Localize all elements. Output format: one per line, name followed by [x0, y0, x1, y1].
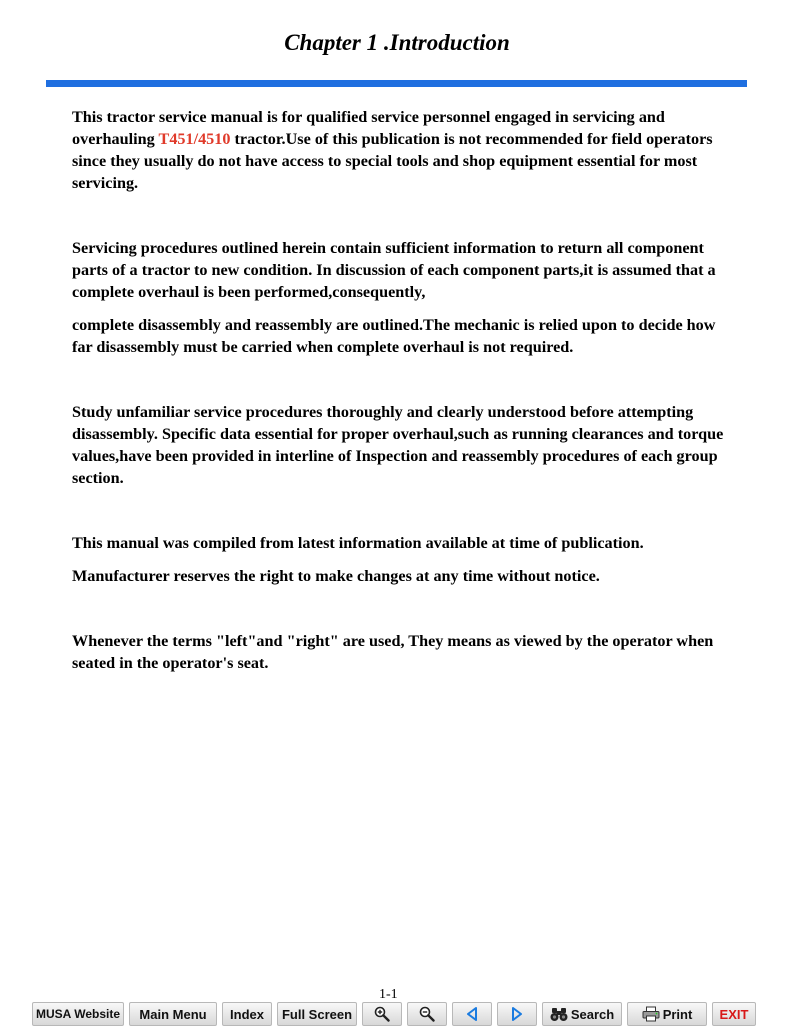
next-page-button[interactable]: [497, 1002, 537, 1026]
index-button[interactable]: [222, 1002, 272, 1026]
search-label: Search: [570, 1006, 615, 1022]
full-screen-label: Full Screen: [281, 1006, 353, 1022]
title-divider: [46, 80, 747, 87]
zoom-out-button[interactable]: [407, 1002, 447, 1026]
zoom-out-icon: [419, 1006, 435, 1022]
main-menu-button[interactable]: [129, 1002, 217, 1026]
manual-content: [72, 106, 732, 674]
navigation-toolbar: [32, 1002, 756, 1026]
full-screen-button[interactable]: [277, 1002, 357, 1026]
paragraph-study: Study unfamiliar service procedures thoroughly and clearly understood before attempting disassembly. Specific data essential for proper overhaul,such as running clearances and torque values,have been provided in interline of Inspection and reassembly procedures of each group section.: [72, 403, 724, 487]
zoom-in-button[interactable]: [362, 1002, 402, 1026]
tractor-model: T451/4510: [158, 130, 231, 148]
search-button[interactable]: [542, 1002, 622, 1026]
page-title: Chapter 1 .Introduction: [284, 30, 510, 55]
paragraph-text: This tractor service manual is for qualified service personnel engaged in servicing and overhauling: [72, 108, 665, 148]
page-number: 1-1: [379, 987, 398, 1002]
paragraph-servicing: Servicing procedures outlined herein contain sufficient information to return all component parts of a tractor to new condition. In discussion of each component parts,it is assumed that a complete overhaul is been performed,consequently,: [72, 239, 716, 301]
arrow-right-icon: [510, 1006, 524, 1022]
musa-website-button[interactable]: [32, 1002, 124, 1026]
musa-website-label: MUSA Website: [36, 1007, 121, 1021]
printer-icon: [642, 1006, 660, 1022]
print-label: Print: [662, 1006, 693, 1022]
exit-button[interactable]: [712, 1002, 756, 1026]
previous-page-button[interactable]: [452, 1002, 492, 1026]
exit-label: EXIT: [719, 1006, 749, 1022]
index-label: Index: [230, 1006, 264, 1022]
arrow-left-icon: [465, 1006, 479, 1022]
main-menu-label: Main Menu: [139, 1006, 207, 1022]
zoom-in-icon: [374, 1006, 390, 1022]
paragraph-disassembly: complete disassembly and reassembly are outlined.The mechanic is relied upon to decide how far disassembly must be carried when complete overhaul is not required.: [72, 316, 716, 356]
print-button[interactable]: [627, 1002, 707, 1026]
paragraph-left-right: Whenever the terms "left"and "right" are used, They means as viewed by the operator when seated in the operator's seat.: [72, 632, 714, 672]
binoculars-icon: [550, 1006, 568, 1022]
paragraph-manufacturer: Manufacturer reserves the right to make changes at any time without notice.: [72, 567, 600, 585]
paragraph-purpose: [72, 106, 732, 194]
paragraph-text: tractor.Use of this publication is not recommended for field operators since they usually do not have access to special tools and shop equipment essential for most servicing.: [72, 130, 713, 192]
paragraph-compiled: This manual was compiled from latest information available at time of publication.: [72, 534, 644, 552]
